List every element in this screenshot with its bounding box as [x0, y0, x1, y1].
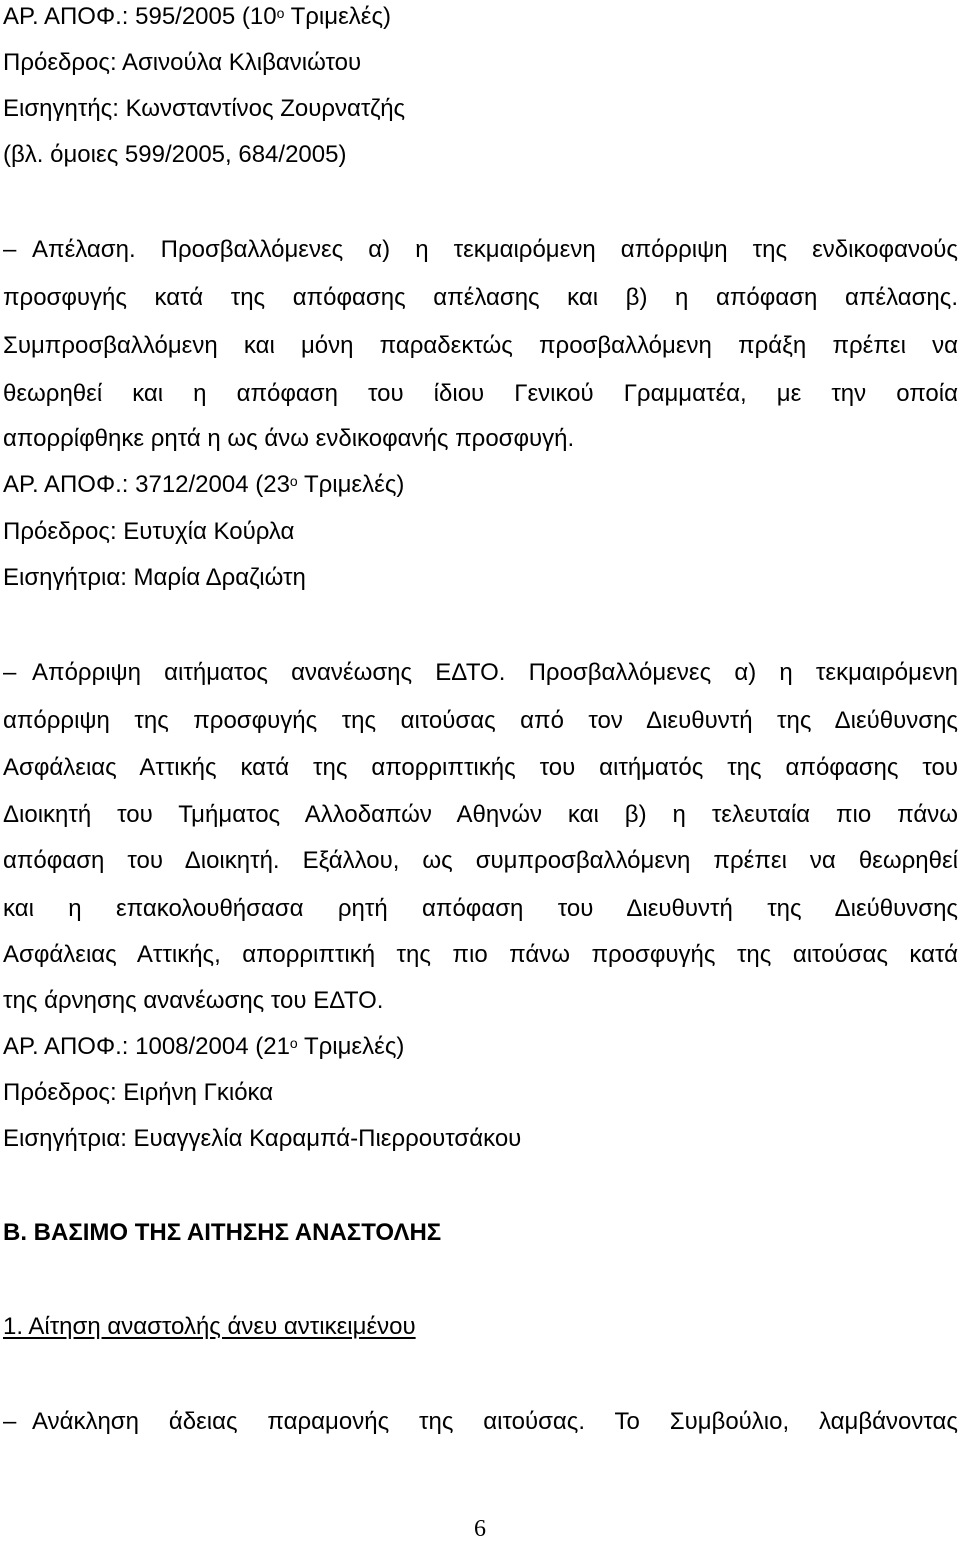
para1-line-4: θεωρηθεί και η απόφαση του ίδιου Γενικού Γραμματέα, με την οποία — [3, 380, 958, 407]
subsection-heading: 1. Αίτηση αναστολής άνευ αντικειμένου — [3, 1313, 416, 1340]
para2-line-1: – Απόρριψη αιτήματος ανανέωσης ΕΔΤΟ. Προσβαλλόμενες α) η τεκμαιρόμενη — [3, 659, 958, 686]
case-number-3712-2004: ΑΡ. ΑΠΟΦ.: 3712/2004 ($23^o$ Τριμελές) — [3, 471, 405, 498]
para2-line-7: Ασφάλειας Αττικής, απορριπτική της πιο πάνω προσφυγής της αιτούσας κατά — [3, 941, 958, 968]
para2-line-5: απόφαση του Διοικητή. Εξάλλου, ως συμπροσβαλλόμενη πρέπει να θεωρηθεί — [3, 847, 958, 874]
para2-line-4: Διοικητή του Τμήματος Αλλοδαπών Αθηνών και β) η τελευταία πιο πάνω — [3, 801, 958, 828]
rapporteur-line-3: Εισηγήτρια: Ευαγγελία Καραμπά-Πιερρουτσάκου — [3, 1125, 522, 1152]
para2-line-3: Ασφάλειας Αττικής κατά της απορριπτικής του αιτήματός της απόφασης του — [3, 754, 958, 781]
rapporteur-line-2: Εισηγήτρια: Μαρία Δραζιώτη — [3, 564, 306, 591]
dash-marker: – — [3, 236, 17, 263]
dash-marker: – — [3, 659, 17, 686]
para3-line-1: – Ανάκληση άδειας παραμονής της αιτούσας. Το Συμβούλιο, λαμβάνοντας — [3, 1408, 958, 1435]
para1-line-5: απορρίφθηκε ρητά η ως άνω ενδικοφανής προσφυγή. — [3, 425, 575, 452]
president-line-2: Πρόεδρος: Ευτυχία Κούρλα — [3, 518, 295, 545]
para1-line-1: – Απέλαση. Προσβαλλόμενες α) η τεκμαιρόμενη απόρριψη της ενδικοφανούς — [3, 236, 958, 263]
case-number-595-2005: ΑΡ. ΑΠΟΦ.: 595/2005 ($10^o$ Τριμελές) — [3, 3, 392, 30]
dash-marker: – — [3, 1408, 17, 1435]
president-line-3: Πρόεδρος: Ειρήνη Γκιόκα — [3, 1079, 274, 1106]
para1-line-2: προσφυγής κατά της απόφασης απέλασης και β) η απόφαση απέλασης. — [3, 284, 958, 311]
case-number-1008-2004: ΑΡ. ΑΠΟΦ.: 1008/2004 ($21^o$ Τριμελές) — [3, 1033, 405, 1060]
rapporteur-line-1: Εισηγητής: Κωνσταντίνος Ζουρνατζής — [3, 95, 406, 122]
para2-line-6: και η επακολουθήσασα ρητή απόφαση του Διευθυντή της Διεύθυνσης — [3, 895, 958, 922]
para1-line-3: Συμπροσβαλλόμενη και μόνη παραδεκτώς προσβαλλόμενη πράξη πρέπει να — [3, 332, 958, 359]
para2-line-8: της άρνησης ανανέωσης του ΕΔΤΟ. — [3, 987, 384, 1014]
page-number: 6 — [474, 1516, 486, 1542]
similar-decisions: (βλ. όμοιες 599/2005, 684/2005) — [3, 141, 347, 168]
president-line-1: Πρόεδρος: Ασινούλα Κλιβανιώτου — [3, 49, 362, 76]
section-heading: Β. ΒΑΣΙΜΟ ΤΗΣ ΑΙΤΗΣΗΣ ΑΝΑΣΤΟΛΗΣ — [3, 1219, 442, 1246]
para2-line-2: απόρριψη της προσφυγής της αιτούσας από τον Διευθυντή της Διεύθυνσης — [3, 707, 958, 734]
